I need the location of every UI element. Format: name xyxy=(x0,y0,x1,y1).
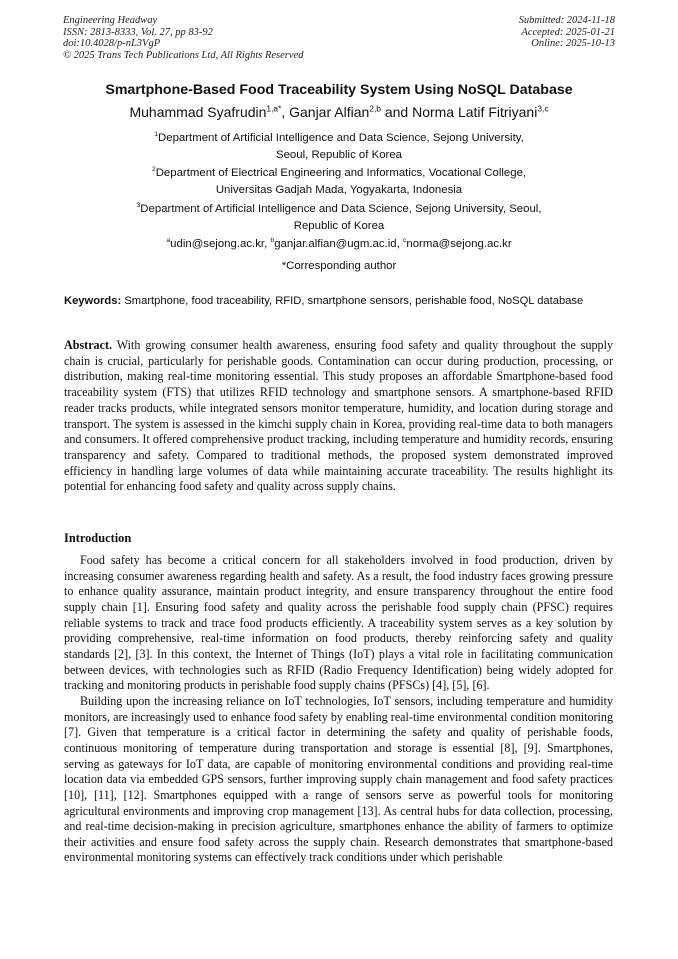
journal-doi: doi:10.4028/p-nL3VgP xyxy=(63,38,161,49)
email-marker: b xyxy=(270,237,275,245)
affiliation-line: Department of Electrical Engineering and Informatics, Vocational College, xyxy=(155,167,527,179)
author-emails: $^a$udin@sejong.ac.kr, $^b$ganjar.alfian@ugm.ac.id, $^c$norma@sejong.ac.kr xyxy=(166,237,512,250)
online-date: Online: 2025-10-13 xyxy=(531,38,615,49)
author-superscript: 1,a* xyxy=(266,103,282,114)
author-separator: and xyxy=(380,104,413,120)
abstract-text: With growing consumer health awareness, ensuring food safety and quality throughout the supply chain is crucial, particularly for perishable goods. Contamination can occur during production, processing, or distribution, making real-time monitoring essential. This study proposes an affordable Smartphone-based food traceability system (FTS) that utilizes RFID technology and smartphone sensors. A smartphone-based RFID reader tracks products, while integrated sensors monitor temperature, humidity, and location during storage and transport. The system is assessed in the kimchi supply chain in Korea, providing real-time data to both managers and consumers. It offered comprehensive product tracking, including temperature and humidity records, ensuring transparency and safety. Compared to traditional methods, the proposed system demonstrated improved efficiency in handling large volumes of data while maintaining accurate traceability. The results highlight its potential for enhancing food safety and quality across supply chains. xyxy=(64,338,613,494)
keywords-block xyxy=(64,294,613,309)
author-name: Ganjar Alfian xyxy=(289,104,370,120)
affiliation-number: 2 xyxy=(151,166,156,174)
keywords-text: Smartphone, food traceability, RFID, smartphone sensors, perishable food, NoSQL database xyxy=(124,295,584,307)
abstract-label: Abstract. xyxy=(64,338,113,352)
paragraph: Building upon the increasing reliance on IoT technologies, IoT sensors, including temperature and humidity monitors, are increasingly used to enhance food safety by enabling real-time environmental condition monitoring [7]. Given that temperature is a critical factor in determining the safety and quality of perishable foods, continuous monitoring of temperature during transportation and storage is essential [8], [9]. Smartphones, serving as gateways for IoT data, are capable of monitoring environmental conditions and providing real-time location data via embedded GPS sensors, further improving supply chain management and food safety practices [10], [11], [12]. Smartphones equipped with a range of sensors serve as powerful tools for monitoring agricultural environments and improving crop management [13]. As central hubs for data collection, processing, and real-time decision-making in precision agriculture, smartphones enhance the ability of farmers to optimize their activities and ensure food safety across the supply chain. Research demonstrates that smartphone-based environmental monitoring systems can effectively track conditions under which perishable xyxy=(64,693,613,865)
affiliation-number: 1 xyxy=(154,131,159,139)
affiliation-line: Universitas Gadjah Mada, Yogyakarta, Indonesia xyxy=(215,184,463,196)
submitted-date: Submitted: 2024-11-18 xyxy=(518,15,615,26)
author-superscript: 2,b xyxy=(369,103,381,114)
affiliation-line: Department of Artificial Intelligence and Data Science, Sejong University, xyxy=(158,132,524,144)
affiliation-line: Department of Artificial Intelligence and Data Science, Sejong University, Seoul, xyxy=(140,203,542,215)
affiliation-number: 3 xyxy=(136,202,141,210)
email-address: ganjar.alfian@ugm.ac.id xyxy=(274,238,397,250)
author-name: Muhammad Syafrudin xyxy=(129,104,267,120)
author-list xyxy=(40,104,638,120)
abstract-block xyxy=(64,338,613,495)
author-superscript: 3,c xyxy=(537,103,549,114)
affiliation-line: Republic of Korea xyxy=(293,220,385,232)
journal-name: Engineering Headway xyxy=(63,15,158,26)
affiliation-line: Seoul, Republic of Korea xyxy=(275,149,402,161)
introduction-heading: Introduction xyxy=(64,531,132,545)
author-name: Norma Latif Fitriyani xyxy=(412,104,538,120)
affiliation-3 xyxy=(90,201,588,235)
corresponding-author-note: *Corresponding author xyxy=(281,260,397,272)
author-separator: , xyxy=(281,104,290,120)
journal-header-left xyxy=(63,15,303,61)
keywords-label: Keywords: xyxy=(64,295,122,307)
journal-issn: ISSN: 2813-8333, Vol. 27, pp 83-92 xyxy=(63,26,213,38)
introduction-body xyxy=(64,553,613,866)
paragraph: Food safety has become a critical concern for all stakeholders involved in food production, driven by increasing consumer awareness regarding health and safety. As a result, the food industry faces growing pressure to enhance quality assurance, maintain product integrity, and ensure transparency throughout the entire food supply chain [1]. Ensuring food safety and quality across the perishable food supply chain (PFSC) requires reliable systems to track and trace food products efficiently. A traceability system serves as a key solution by providing comprehensive, real-time information on food products, thereby reinforcing safety and quality standards [2], [3]. In this context, the Internet of Things (IoT) plays a vital role in facilitating communication between devices, with technologies such as RFID (Radio Frequency Identification) being widely adopted for tracking and monitoring products in perishable food supply chains (PFSCs) [4], [5], [6]. xyxy=(64,553,613,693)
journal-header-right xyxy=(519,15,615,50)
affiliation-2 xyxy=(90,165,588,199)
email-marker: c xyxy=(402,237,407,245)
email-marker: a xyxy=(166,237,171,245)
paper-title: Smartphone-Based Food Traceability System Using NoSQL Database xyxy=(105,82,573,98)
email-address: norma@sejong.ac.kr xyxy=(406,238,512,250)
affiliation-1 xyxy=(90,130,588,164)
accepted-date: Accepted: 2025-01-21 xyxy=(521,26,615,38)
email-address: udin@sejong.ac.kr xyxy=(170,238,265,250)
journal-copyright: © 2025 Trans Tech Publications Ltd, All Rights Reserved xyxy=(63,49,304,61)
